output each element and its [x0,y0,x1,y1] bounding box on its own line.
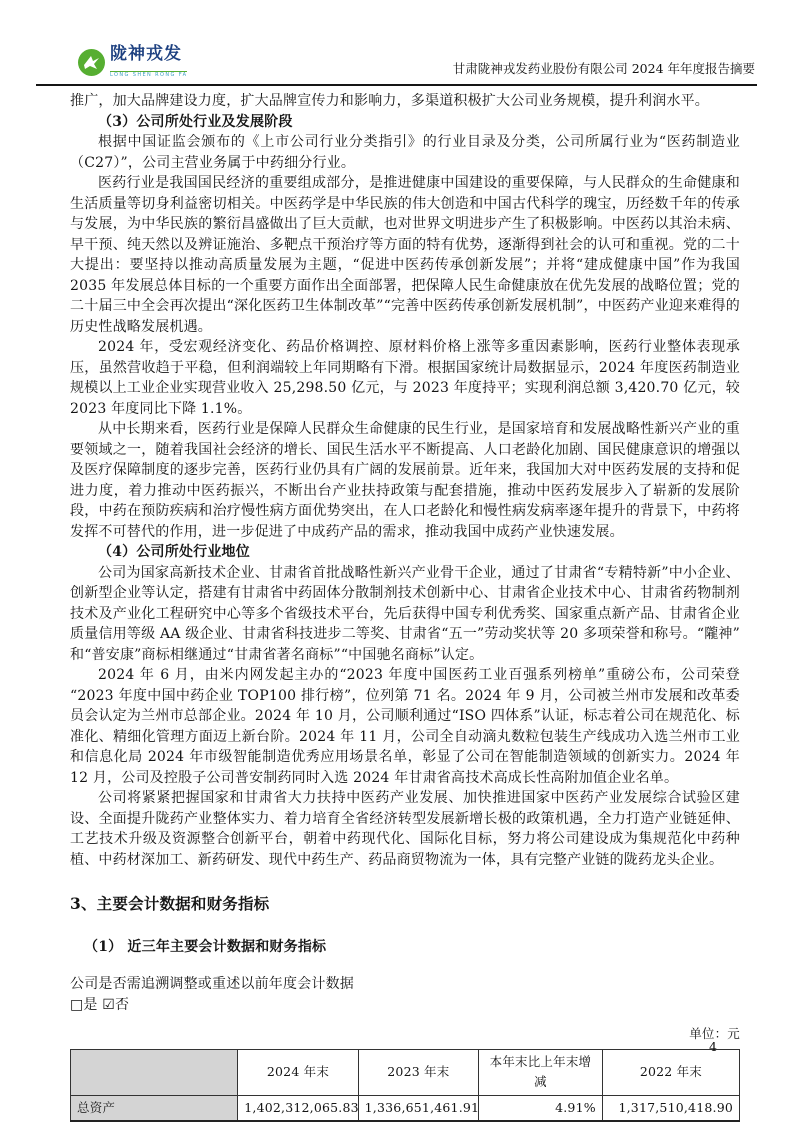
body-paragraph: 从中长期来看，医药行业是保障人民群众生命健康的民生行业，是国家培育和发展战略性新兴产业的重要领域之一，随着我国社会经济的增长、国民生活水平不断提高、人口老龄化加剧、国民健康意识的增强以及医疗保障制度的逐步完善，医药行业仍具有广阔的发展前景。近年来，我国加大对中医药发展的支持和促进力度，着力推动中医药振兴，不断出台产业扶持政策与配套措施，推动中医药发展步入了崭新的发展阶段，中药在预防疾病和治疗慢性病方面优势突出，在人口老龄化和慢性病发病率逐年提升的背景下，中药将发挥不可替代的作用，进一步促进了中成药产品的需求，推动我国中成药产业快速发展。 [70,421,740,540]
value-2023: 1,336,651,461.91 [358,1095,478,1121]
body-paragraph: 公司将紧紧把握国家和甘肃省大力扶持中医药产业发展、加快推进国家中医药产业发展综合试验区建设、全面提升陇药产业整体实力、着力培育全省经济转型发展新增长极的政策机遇，全力打造产业链延伸、工艺技术升级及资源整合创新平台，朝着中药现代化、国际化目标，努力将公司建设成为集规范化中药种植、中药材深加工、新药研发、现代中药生产、药品商贸物流为一体，具有完整产业链的陇药龙头企业。 [70,790,740,868]
body-paragraph-continued: 推广，加大品牌建设力度，扩大品牌宣传力和影响力，多渠道积极扩大公司业务规模，提升利润水平。 [70,93,709,109]
company-logo [78,46,187,79]
document-body [70,91,740,1122]
crane-logo-icon [78,49,105,76]
restatement-question: 公司是否需追溯调整或重述以前年度会计数据 [70,976,354,992]
checkbox-yes-unchecked: □是 [70,996,98,1013]
page-header [0,0,793,86]
section-heading-3: （3）公司所处行业及发展阶段 [98,113,293,130]
page-number: 4 [709,1039,717,1054]
section-heading-4: （4）公司所处行业地位 [98,544,250,560]
table-row-total-assets [71,1095,740,1121]
table-header-row [71,1049,740,1095]
body-paragraph: 根据中国证监会颁布的《上市公司行业分类指引》的行业目录及分类，公司所属行业为“医药制造业（C27）”，公司主营业务属于中药细分行业。 [70,134,740,171]
document-title: 甘肃陇神戎发药业股份有限公司 2024 年年度报告摘要 [452,61,755,76]
main-heading-financial-data: 3、主要会计数据和财务指标 [70,894,270,913]
value-2022: 1,317,510,418.90 [602,1095,739,1121]
body-paragraph: 公司为国家高新技术企业、甘肃省首批战略性新兴产业骨干企业，通过了甘肃省“专精特新”中小企业、创新型企业等认定，搭建有甘肃省中药固体分散制剂技术创新中心、甘肃省企业技术中心、甘肃省药物制剂技术及产业化工程研究中心等多个省级技术平台，先后获得中国专利优秀奖、国家重点新产品、甘肃省企业质量信用等级 AA 级企业、甘肃省科技进步二等奖、甘肃省“五一”劳动奖状等 20 多项荣誉和称号。“隴神”和“普安康”商标相继通过“甘肃省著名商标”“中国驰名商标”认定。 [70,564,740,663]
row-label: 总资产 [71,1095,238,1121]
restatement-answer [70,995,740,1016]
brand-subtitle: LONG SHEN RONG FA [110,72,188,78]
value-2024: 1,402,312,065.83 [238,1095,358,1121]
checkbox-no-checked: ☑否 [102,996,130,1013]
body-paragraph: 医药行业是我国国民经济的重要组成部分，是推进健康中国建设的重要保障，与人民群众的生命健康和生活质量等切身利益密切相关。中医药学是中华民族的伟大创造和中国古代科学的瑰宝，历经数千年的传承与发展，为中华民族的繁衍昌盛做出了巨大贡献，也对世界文明进步产生了积极影响。中医药以其治未病、早干预、纯天然以及辨证施治、多靶点干预治疗等方面的特有优势，逐渐得到社会的认可和重视。党的二十大提出：要坚持以推动高质量发展为主题，“促进中医药传承创新发展”；并将“建成健康中国”作为我国 2035 年发展总体目标的一个重要方面作出全面部署，把保障人民生命健康放在优先发展的战略位置；党的二十届三中全会再次提出“深化医药卫生体制改革”“完善中医药传承创新发展机制”，中医药产业迎来难得的历史性战略发展机遇。 [70,175,740,335]
table-header-2024: 2024 年末 [238,1049,358,1095]
table-header-empty [71,1049,238,1095]
unit-label: 单位：元 [689,1026,740,1041]
table-header-change: 本年末比上年末增减 [479,1049,603,1095]
table-header-2022: 2022 年末 [602,1049,739,1095]
sub-heading-three-year-data: （1） 近三年主要会计数据和财务指标 [84,938,327,955]
financial-summary-table [70,1049,740,1122]
brand-name: 陇神戎发 [110,44,182,64]
table-header-2023: 2023 年末 [358,1049,478,1095]
value-change: 4.91% [479,1095,603,1121]
body-paragraph: 2024 年，受宏观经济变化、药品价格调控、原材料价格上涨等多重因素影响，医药行业整体表现承压，虽然营收趋于平稳，但利润端较上年同期略有下滑。根据国家统计局数据显示，2024 年度医药制造业规模以上工业企业实现营业收入 25,298.50 亿元，与 2023 年度持平；实现利润总额 3,420.70 亿元，较 2023 年度同比下降 1.1%。 [70,339,740,417]
header-divider [36,84,757,86]
body-paragraph: 2024 年 6 月，由米内网发起主办的“2023 年度中国医药工业百强系列榜单”重磅公布，公司荣登“2023 年度中国中药企业 TOP100 排行榜”，位列第 71 名。2024 年 9 月，公司被兰州市发展和改革委员会认定为兰州市总部企业。2024 年 10 月，公司顺利通过“ISO 四体系”认证，标志着公司在规范化、标准化、精细化管理方面迈上新台阶。2024 年 11 月，公司全自动滴丸数粒包装生产线成功入选兰州市工业和信息化局 2024 年市级智能制造优秀应用场景名单，彰显了公司在智能制造领域的创新实力。2024 年 12 月，公司及控股子公司普安制药同时入选 2024 年甘肃省高技术高成长性高附加值企业名单。 [70,667,740,786]
